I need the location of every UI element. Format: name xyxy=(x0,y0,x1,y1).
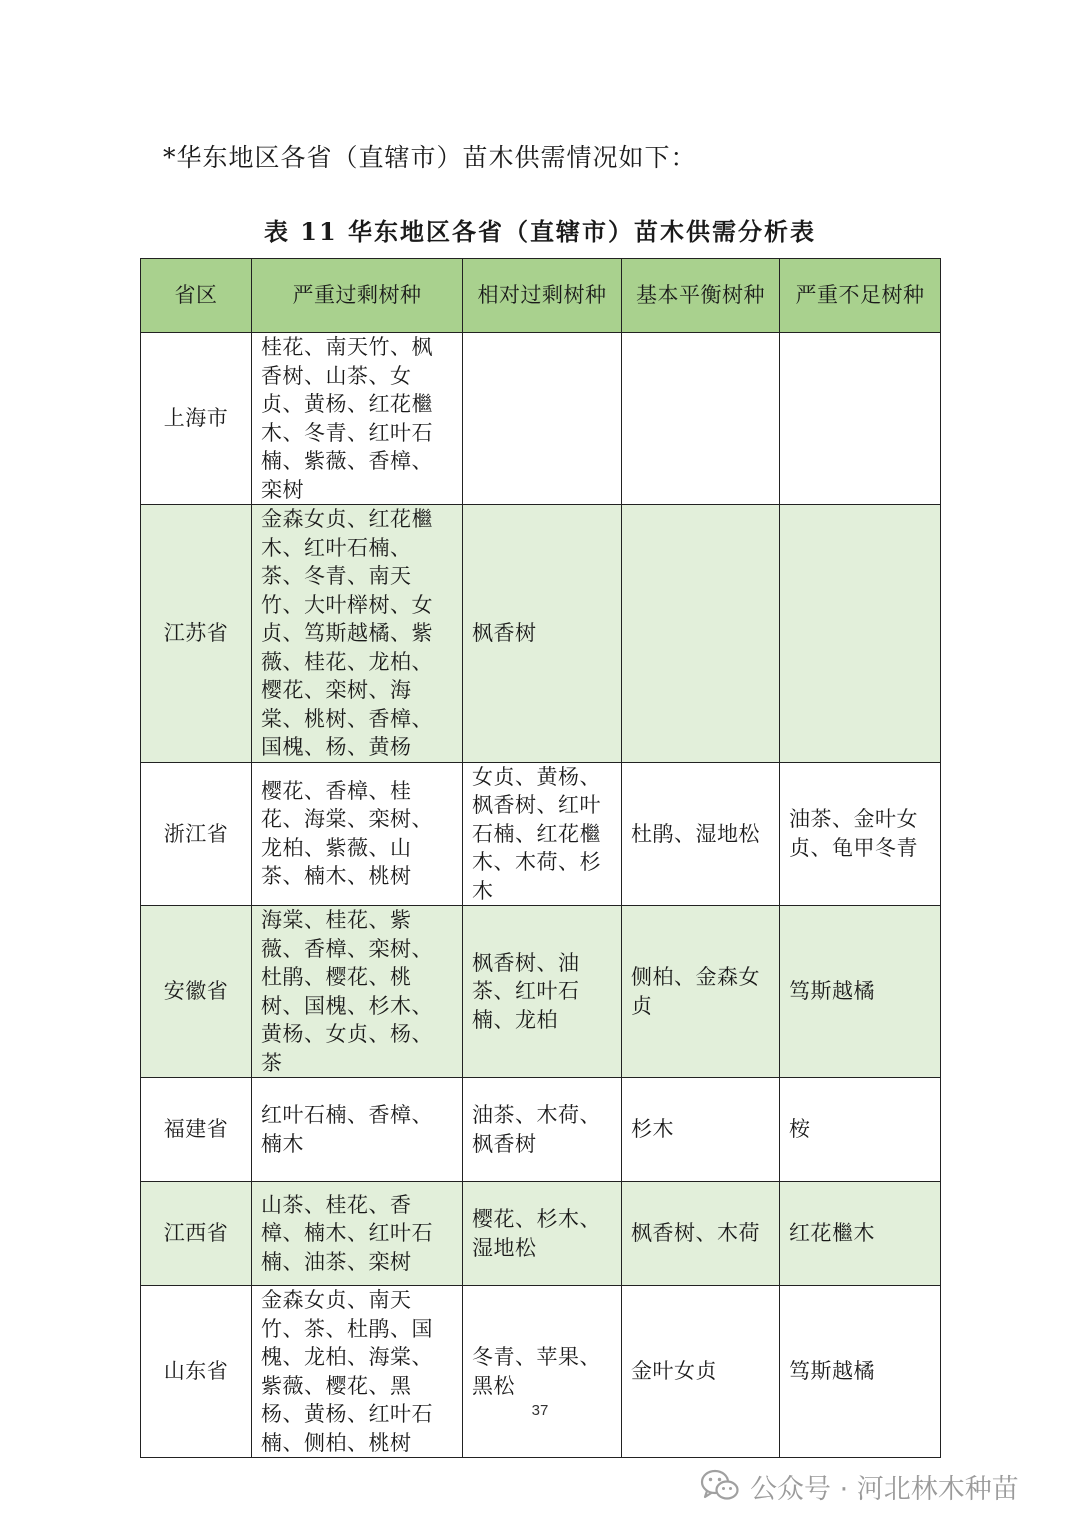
severe-shortage-cell xyxy=(780,505,941,763)
severe-surplus-cell: 山茶、桂花、香樟、楠木、红叶石楠、油茶、栾树 xyxy=(252,1182,463,1286)
severe-shortage-cell: 红花檵木 xyxy=(780,1182,941,1286)
relative-surplus-cell: 冬青、苹果、黑松 xyxy=(463,1286,622,1458)
table-row xyxy=(141,1182,941,1286)
balanced-cell: 杜鹃、湿地松 xyxy=(622,762,780,906)
relative-surplus-cell: 女贞、黄杨、枫香树、红叶石楠、红花檵木、木荷、杉木 xyxy=(463,762,622,906)
intro-text: *华东地区各省（直辖市）苗木供需情况如下： xyxy=(163,143,697,172)
province-cell: 浙江省 xyxy=(141,762,252,906)
relative-surplus-cell: 枫香树、油茶、红叶石楠、龙柏 xyxy=(463,906,622,1078)
table-row xyxy=(141,906,941,1078)
wechat-icon xyxy=(700,1469,740,1503)
severe-shortage-cell xyxy=(780,333,941,505)
relative-surplus-cell: 油茶、木荷、枫香树 xyxy=(463,1078,622,1182)
severe-surplus-cell: 樱花、香樟、桂花、海棠、栾树、龙柏、紫薇、山茶、楠木、桃树 xyxy=(252,762,463,906)
balanced-cell xyxy=(622,505,780,763)
balanced-cell: 枫香树、木荷 xyxy=(622,1182,780,1286)
province-cell: 安徽省 xyxy=(141,906,252,1078)
severe-surplus-cell: 桂花、南天竹、枫香树、山茶、女贞、黄杨、红花檵木、冬青、红叶石楠、紫薇、香樟、栾树 xyxy=(252,333,463,505)
supply-demand-table xyxy=(140,258,941,1458)
header-province: 省区 xyxy=(141,259,252,333)
watermark xyxy=(700,1466,1019,1506)
balanced-cell: 侧柏、金森女贞 xyxy=(622,906,780,1078)
province-cell: 江西省 xyxy=(141,1182,252,1286)
relative-surplus-cell xyxy=(463,333,622,505)
severe-surplus-cell: 金森女贞、红花檵木、红叶石楠、茶、冬青、南天竹、大叶榉树、女贞、笃斯越橘、紫薇、桂花、龙柏、樱花、栾树、海棠、桃树、香樟、国槐、杨、黄杨 xyxy=(252,505,463,763)
table-header-row xyxy=(141,259,941,333)
province-cell: 福建省 xyxy=(141,1078,252,1182)
watermark-text: 公众号 · 河北林木种苗 xyxy=(750,1473,1019,1505)
severe-surplus-cell: 海棠、桂花、紫薇、香樟、栾树、杜鹃、樱花、桃树、国槐、杉木、黄杨、女贞、杨、茶 xyxy=(252,906,463,1078)
header-balanced: 基本平衡树种 xyxy=(622,259,780,333)
table-row xyxy=(141,762,941,906)
balanced-cell xyxy=(622,333,780,505)
severe-shortage-cell: 笃斯越橘 xyxy=(780,906,941,1078)
header-severe-shortage: 严重不足树种 xyxy=(780,259,941,333)
province-cell: 江苏省 xyxy=(141,505,252,763)
header-severe-surplus: 严重过剩树种 xyxy=(252,259,463,333)
severe-surplus-cell: 红叶石楠、香樟、楠木 xyxy=(252,1078,463,1182)
relative-surplus-cell: 枫香树 xyxy=(463,505,622,763)
province-cell: 上海市 xyxy=(141,333,252,505)
severe-shortage-cell: 笃斯越橘 xyxy=(780,1286,941,1458)
table-caption: 表 11 华东地区各省（直辖市）苗木供需分析表 xyxy=(263,217,817,246)
severe-surplus-cell: 金森女贞、南天竹、茶、杜鹃、国槐、龙柏、海棠、紫薇、樱花、黑杨、黄杨、红叶石楠、侧柏、桃树 xyxy=(252,1286,463,1458)
severe-shortage-cell: 油茶、金叶女贞、龟甲冬青 xyxy=(780,762,941,906)
balanced-cell: 金叶女贞 xyxy=(622,1286,780,1458)
table-row xyxy=(141,1078,941,1182)
table-row xyxy=(141,333,941,505)
relative-surplus-cell: 樱花、杉木、湿地松 xyxy=(463,1182,622,1286)
header-relative-surplus: 相对过剩树种 xyxy=(463,259,622,333)
severe-shortage-cell: 桉 xyxy=(780,1078,941,1182)
table-row xyxy=(141,505,941,763)
province-cell: 山东省 xyxy=(141,1286,252,1458)
balanced-cell: 杉木 xyxy=(622,1078,780,1182)
table-row xyxy=(141,1286,941,1458)
page-number: 37 xyxy=(531,1402,549,1419)
